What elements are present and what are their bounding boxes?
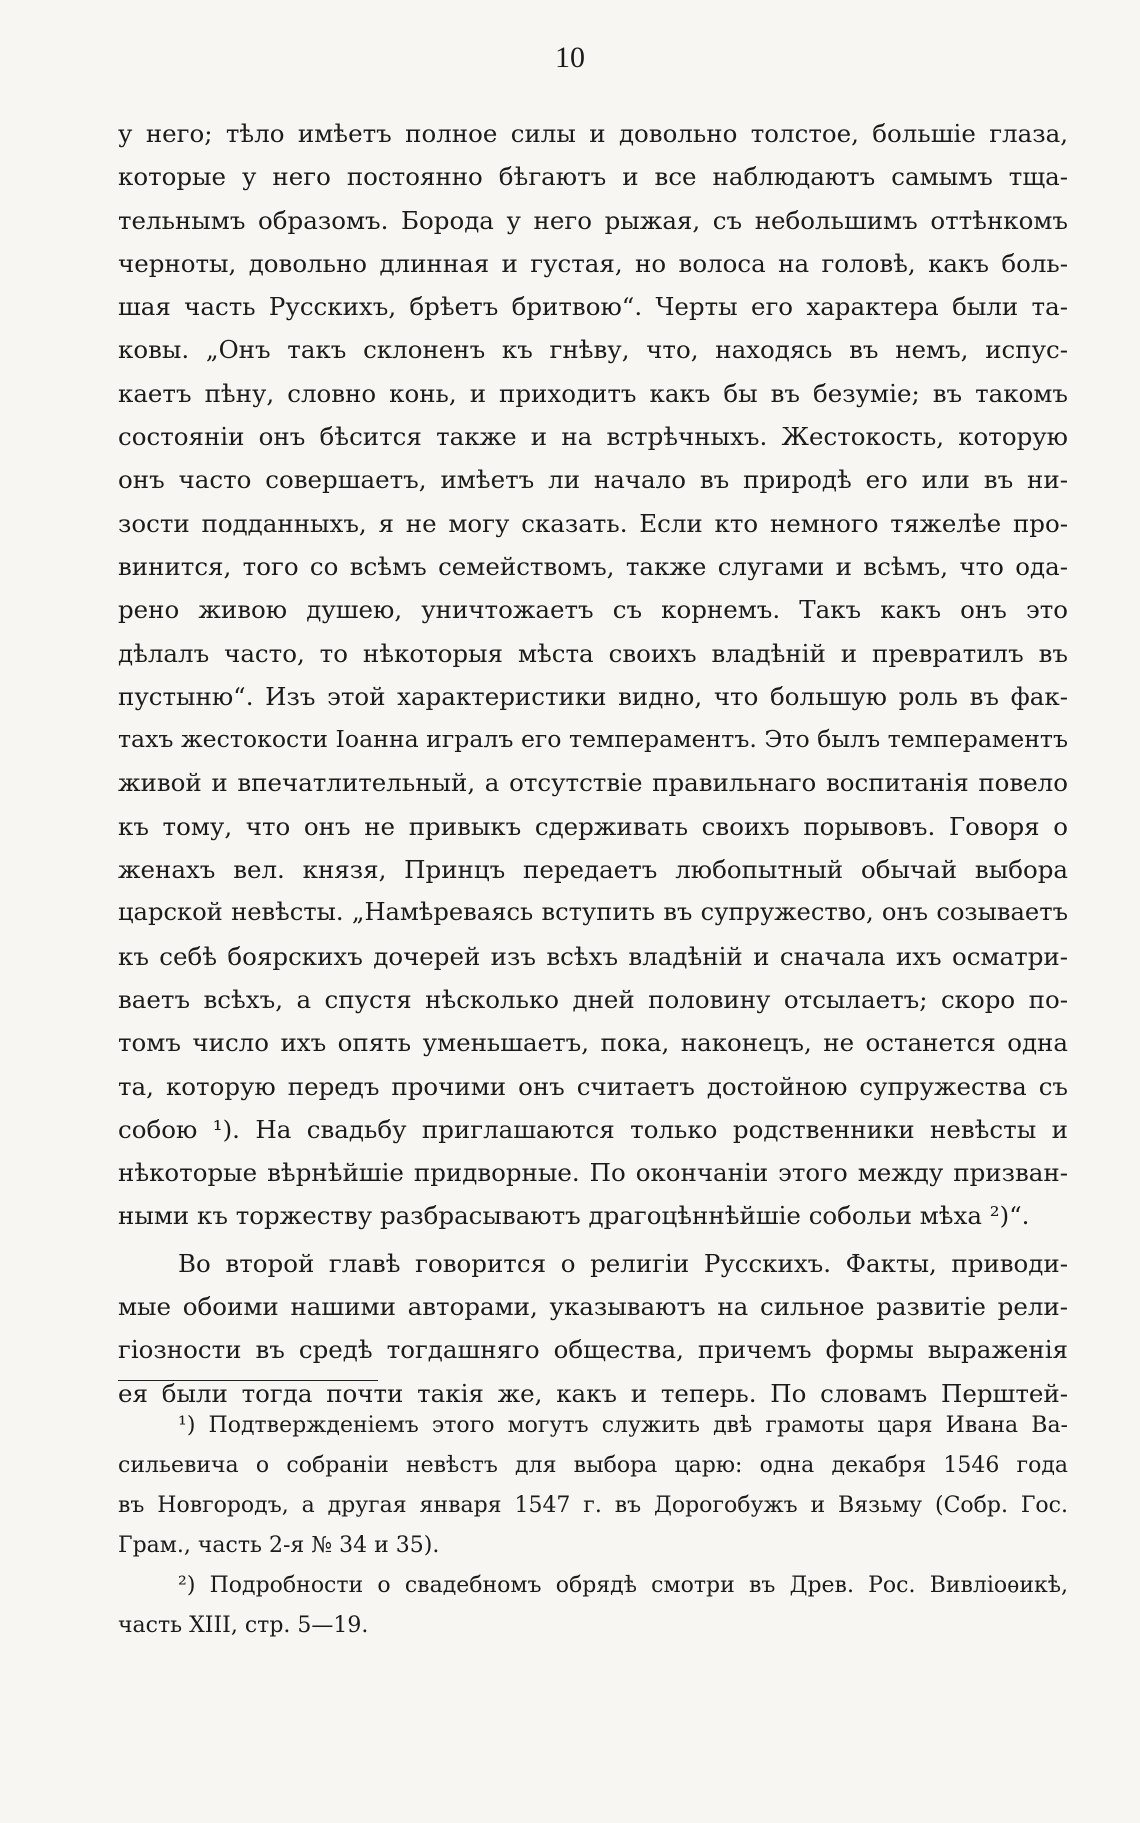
text-line: та, которую передъ прочими онъ считаетъ достойною супружества съ — [118, 1071, 1068, 1101]
text-line: тельнымъ образомъ. Борода у него рыжая, съ небольшимъ оттѣнкомъ — [118, 205, 1068, 235]
footnote-1-line: ¹) Подтвержденіемъ этого могутъ служить двѣ грамоты царя Ивана Ва- — [178, 1413, 1068, 1438]
text-line: къ себѣ боярскихъ дочерей изъ всѣхъ владѣній и сначала ихъ осматри- — [118, 941, 1068, 971]
footnote-separator — [118, 1380, 378, 1381]
text-line: черноты, довольно длинная и густая, но волоса на головѣ, какъ боль- — [118, 248, 1068, 278]
text-line: винится, того со всѣмъ семействомъ, также слугами и всѣмъ, что ода- — [118, 551, 1068, 581]
text-line: собою ¹). На свадьбу приглашаются только родственники невѣсты и — [118, 1114, 1068, 1144]
text-line: томъ число ихъ опять уменьшаетъ, пока, наконецъ, не останется одна — [118, 1028, 1068, 1058]
footnote-1-line: въ Новгородъ, а другая января 1547 г. въ Дорогобужъ и Вязьму (Собр. Гос. — [118, 1493, 1068, 1518]
text-line: тахъ жестокости Іоанна игралъ его темпераментъ. Это былъ темпераментъ — [118, 725, 1068, 754]
footnote-2-line: ²) Подробности о свадебномъ обрядѣ смотри въ Древ. Рос. Вивліоѳикѣ, — [178, 1573, 1068, 1598]
text-line: женахъ вел. князя, Принцъ передаетъ любопытный обычай выбора — [118, 855, 1068, 885]
text-line: царской невѣсты. „Намѣреваясь вступить въ супружество, онъ созываетъ — [118, 898, 1068, 927]
text-line: состояніи онъ бѣсится также и на встрѣчныхъ. Жестокость, которую — [118, 422, 1068, 452]
text-line: онъ часто совершаетъ, имѣетъ ли начало въ природѣ его или въ ни- — [118, 465, 1068, 495]
text-line: гіозности въ средѣ тогдашняго общества, причемъ формы выраженія — [118, 1335, 1068, 1365]
text-line: дѣлалъ часто, то нѣкоторыя мѣста своихъ владѣній и превратилъ въ — [118, 638, 1068, 668]
text-line: мые обоими нашими авторами, указываютъ на сильное развитіе рели- — [118, 1292, 1068, 1322]
text-line: рено живою душею, уничтожаетъ съ корнемъ. Такъ какъ онъ это — [118, 595, 1068, 625]
text-line: ваетъ всѣхъ, а спустя нѣсколько дней половину отсылаетъ; скоро по- — [118, 984, 1068, 1014]
paragraph-first-line: Во второй главѣ говорится о религіи Русскихъ. Факты, приводи- — [178, 1248, 1068, 1278]
footnote-1-line: сильевича о собраніи невѣстъ для выбора царю: одна декабря 1546 года — [118, 1453, 1068, 1478]
main-text — [118, 112, 1068, 1415]
footnote-2-line: часть XIII, стр. 5—19. — [118, 1613, 369, 1638]
text-line: живой и впечатлительный, а отсутствіе правильнаго воспитанія повело — [118, 768, 1068, 798]
footnotes — [118, 1406, 1068, 1646]
text-line: у него; тѣло имѣетъ полное силы и довольно толстое, большіе глаза, — [118, 119, 1068, 148]
text-line: зости подданныхъ, я не могу сказать. Если кто немного тяжелѣе про- — [118, 508, 1068, 538]
text-line: которые у него постоянно бѣгаютъ и все наблюдаютъ самымъ тща- — [118, 162, 1068, 192]
text-line: нѣкоторые вѣрнѣйшіе придворные. По окончаніи этого между призван- — [118, 1158, 1068, 1188]
text-line: каетъ пѣну, словно конь, и приходитъ какъ бы въ безуміе; въ такомъ — [118, 378, 1068, 408]
text-line: пустыню“. Изъ этой характеристики видно, что большую роль въ фак- — [118, 681, 1068, 711]
text-line: ея были тогда почти такія же, какъ и теперь. По словамъ Перштей- — [118, 1378, 1068, 1408]
text-line: шая часть Русскихъ, брѣетъ бритвою“. Черты его характера были та- — [118, 292, 1068, 322]
text-line: ковы. „Онъ такъ склоненъ къ гнѣву, что, находясь въ немъ, испус- — [118, 335, 1068, 365]
text-line: къ тому, что онъ не привыкъ сдерживать своихъ порывовъ. Говоря о — [118, 811, 1068, 841]
footnote-1-line: Грам., часть 2-я № 34 и 35). — [118, 1533, 440, 1558]
page-number: 10 — [555, 41, 585, 74]
text-line: ными къ торжеству разбрасываютъ драгоцѣннѣйшіе собольи мѣха ²)“. — [118, 1201, 1030, 1231]
